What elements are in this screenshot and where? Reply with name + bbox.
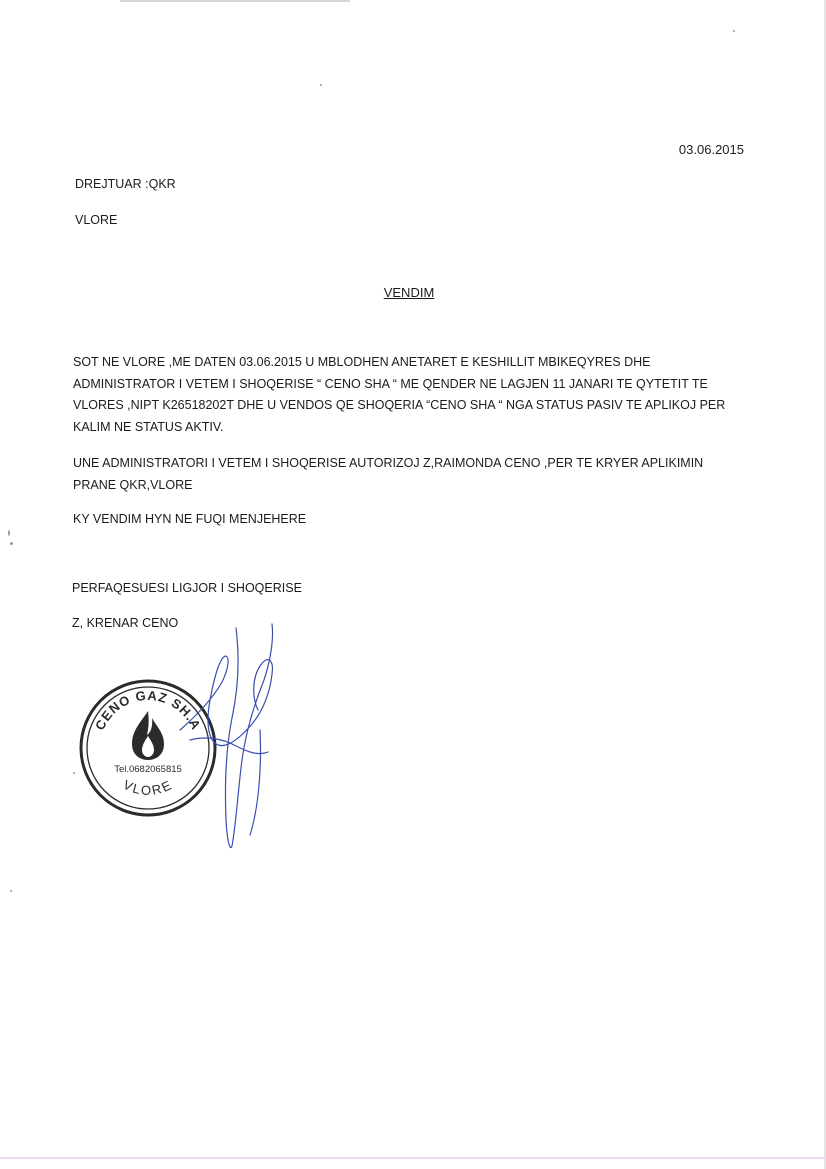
signatory-role: PERFAQESUESI LIGJOR I SHOQERISE [72, 581, 302, 595]
paragraph-decision [73, 352, 753, 438]
paragraph-line: ADMINISTRATOR I VETEM I SHOQERISE “ CENO SHA “ ME QENDER NE LAGJEN 11 JANARI TE QYTETIT TE [73, 376, 708, 391]
paragraph-line: UNE ADMINISTRATORI I VETEM I SHOQERISE AUTORIZOJ Z,RAIMONDA CENO ,PER TE KRYER APLIKIMIN [73, 456, 704, 470]
scan-speck [10, 890, 12, 892]
recipient-line-1: DREJTUAR :QKR [75, 177, 176, 191]
paragraph-line: KY VENDIM HYN NE FUQI MENJEHERE [73, 512, 307, 526]
scan-artifact-bottom [0, 1157, 826, 1159]
paragraph-line: VLORES ,NIPT K26518202T DHE U VENDOS QE SHOQERIA “CENO SHA “ NGA STATUS PASIV TE APLIKOJ PER [73, 398, 726, 412]
document-title: VENDIM [383, 285, 435, 300]
handwritten-signature [160, 620, 300, 855]
scan-speck [320, 84, 322, 86]
signatory-name: Z, KRENAR CENO [72, 616, 179, 630]
scan-speck [73, 772, 75, 774]
stamp-phone: Tel.0682065815 [114, 764, 182, 775]
scan-artifact-top [120, 0, 350, 2]
paragraph-line: SOT NE VLORE ,ME DATEN 03.06.2015 U MBLODHEN ANETARET E KESHILLIT MBIKEQYRES DHE [73, 355, 651, 369]
stamp-city: VLORE [120, 776, 176, 798]
paragraph-authorization [73, 453, 753, 496]
scan-speck [733, 30, 735, 32]
stamp-company-name: CENO GAZ SH.A [92, 687, 204, 733]
document-date: 03.06.2015 [678, 142, 744, 157]
paragraph-line: PRANE QKR,VLORE [73, 477, 193, 492]
recipient-line-2: VLORE [75, 213, 118, 227]
paragraph-effect [73, 509, 753, 531]
paragraph-line: KALIM NE STATUS AKTIV. [73, 419, 224, 434]
scan-speck [8, 530, 10, 536]
scan-speck [10, 542, 13, 545]
